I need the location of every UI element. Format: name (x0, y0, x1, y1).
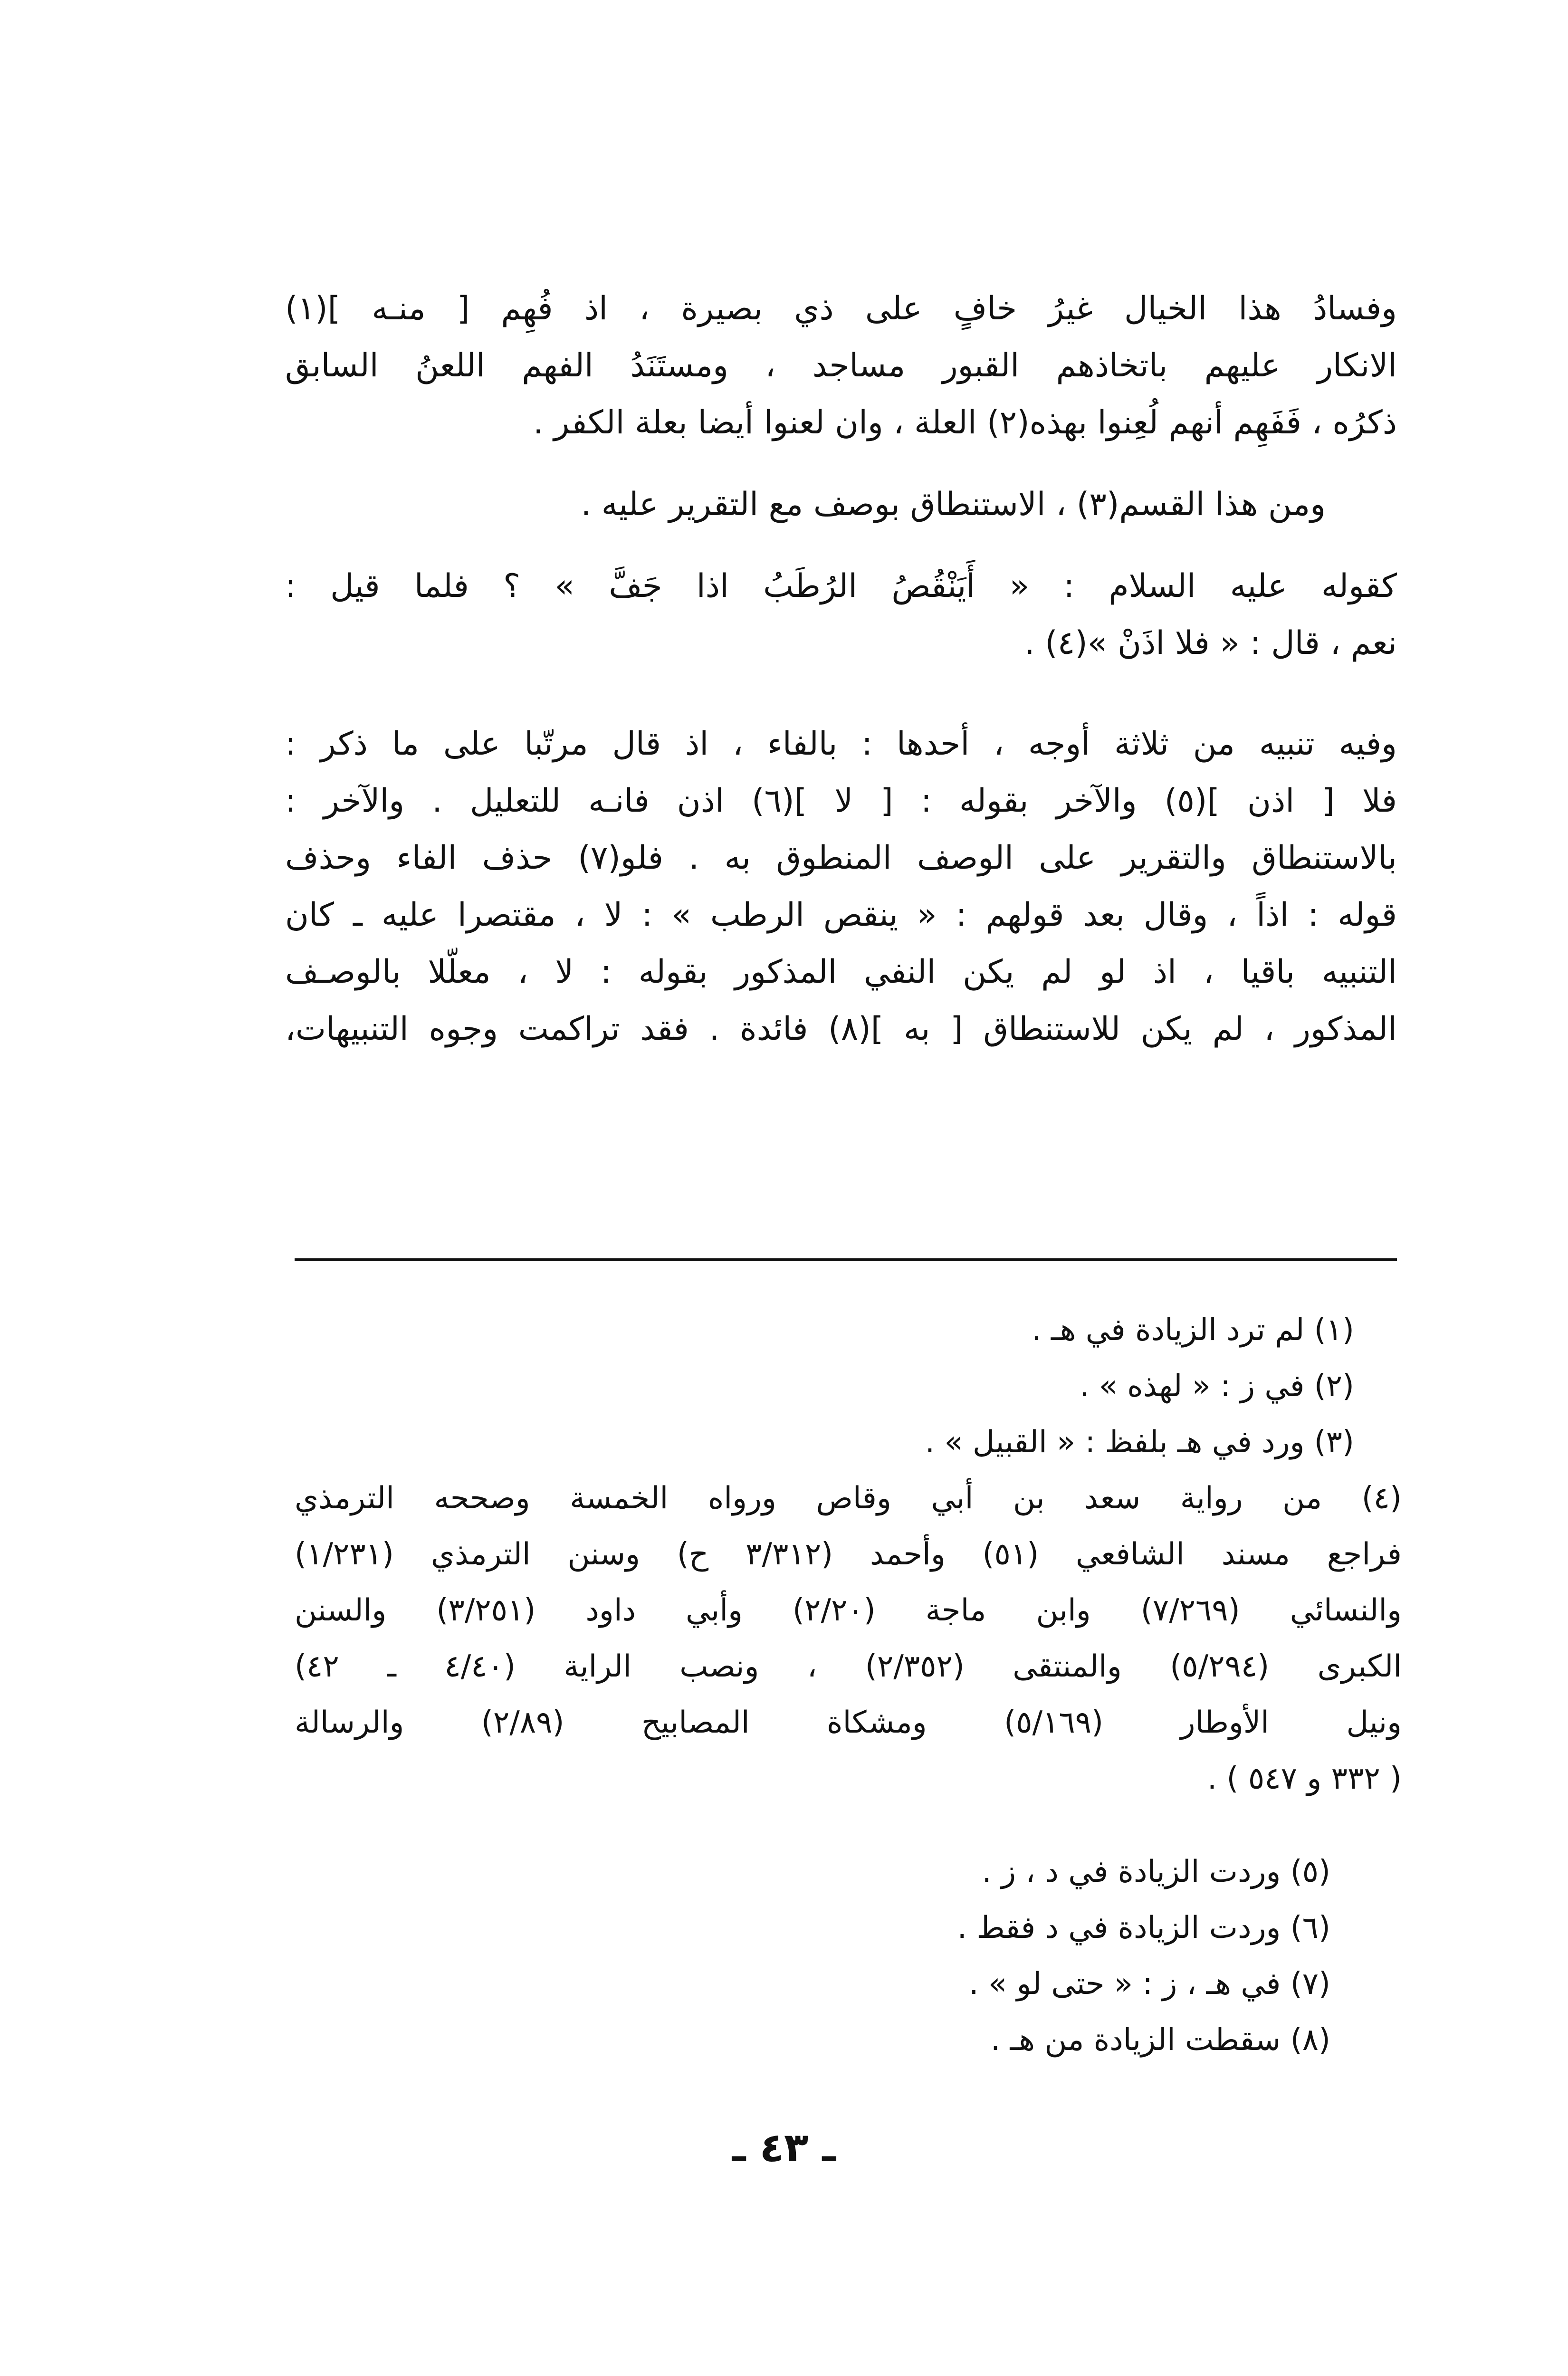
body-line: وفسادُ هذا الخيال غيرُ خافٍ على ذي بصيرة ، اذ فُهِم [ منـه ](١) (285, 290, 1397, 327)
footnote: (٨) سقطت الزيادة من هـ . (990, 2022, 1330, 2058)
footnote-divider (295, 1258, 1397, 1261)
body-line: بالاستنطاق والتقرير على الوصف المنطوق به . فلو(٧) حذف الفاء وحذف (285, 839, 1397, 877)
footnote: (٥) وردت الزيادة في د ، ز . (982, 1854, 1330, 1889)
body-line: المذكور ، لم يكن للاستنطاق [ به ](٨) فائدة . فقد تراكمت وجوه التنبيهات، (285, 1010, 1397, 1048)
footnote-4-line: ( ٣٣٢ و ٥٤٧ ) . (1207, 1761, 1402, 1796)
footnote-4-line: فراجع مسند الشافعي (٥١) وأحمد (٣/٣١٢ ح) وسنن الترمذي (١/٢٣١) (295, 1537, 1402, 1572)
body-line: كقوله عليه السلام : « أَيَنْقُصُ الرُطَبُ اذا جَفَّ » ؟ فلما قيل : (285, 567, 1397, 605)
body-line: وفيه تنبيه من ثلاثة أوجه ، أحدها : بالفاء ، اذ قال مرتّبا على ما ذكر : (285, 725, 1397, 763)
footnotes-block-lower (665, 1844, 1330, 2068)
body-line: نعم ، قال : « فلا اذَنْ »(٤) . (1024, 624, 1397, 662)
footnote-4-line: والنسائي (٧/٢٦٩) وابن ماجة (٢/٢٠) وأبي داود (٣/٢٥١) والسنن (295, 1593, 1402, 1628)
body-line: ذكرُه ، فَفَهِم أنهم لُعِنوا بهذه(٢) العلة ، وان لعنوا أيضا بعلة الكفر . (533, 404, 1397, 441)
body-line: فلا [ اذن ](٥) والآخر بقوله : [ لا ](٦) اذن فانـه للتعليل . والآخر : (285, 782, 1397, 820)
footnote: (٦) وردت الزيادة في د فقط . (957, 1910, 1330, 1945)
body-line: الانكار عليهم باتخاذهم القبور مساجد ، ومستَنَدُ الفهم اللعنُ السابق (285, 347, 1397, 384)
page-number: ـ ٤٣ ـ (732, 2124, 836, 2171)
body-line: قوله : اذاً ، وقال بعد قولهم : « ينقص الرطب » : لا ، مقتصرا عليه ـ كان (285, 896, 1397, 934)
footnote-4-line: ونيل الأوطار (٥/١٦٩) ومشكاة المصابيح (٢/٨٩) والرسالة (295, 1705, 1402, 1740)
body-line: ومن هذا القسم(٣) ، الاستنطاق بوصف مع التقرير عليه . (581, 486, 1326, 523)
footnote: (٣) ورد في هـ بلفظ : « القبيل » . (925, 1425, 1354, 1460)
body-line: التنبيه باقيا ، اذ لو لم يكن النفي المذكور بقوله : لا ، معلّلا بالوصـف (285, 953, 1397, 991)
footnote: (٧) في هـ ، ز : « حتى لو » . (969, 1966, 1330, 2002)
footnote: (٢) في ز : « لهذه » . (1080, 1369, 1354, 1404)
main-text-block (285, 280, 1397, 1058)
footnotes-block (295, 1302, 1402, 1807)
footnote-4-line: (٤) من رواية سعد بن أبي وقاص ورواه الخمسة وصححه الترمذي (295, 1481, 1402, 1516)
footnote: (١) لم ترد الزيادة في هـ . (1032, 1313, 1354, 1348)
footnote-4-line: الكبرى (٥/٢٩٤) والمنتقى (٢/٣٥٢) ، ونصب الراية (٤/٤٠ ـ ٤٢) (295, 1649, 1402, 1684)
